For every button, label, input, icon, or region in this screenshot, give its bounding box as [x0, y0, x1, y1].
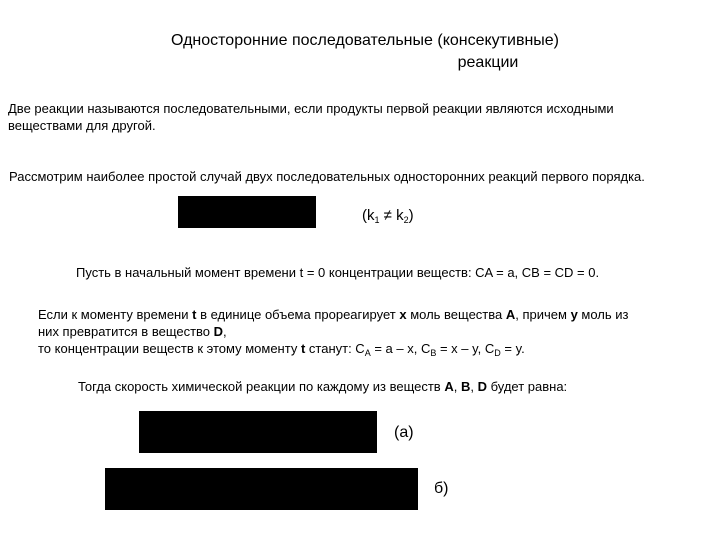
- paragraph-line3: то концентрации веществ к этому моменту t станут: $C_A = a - x$, $C_B = x - y$, $C_D = y$.: [38, 341, 525, 358]
- rate-equation-a-image: [139, 411, 377, 453]
- equation-tag-a: (а): [394, 424, 414, 441]
- equation-tag-b: б): [434, 480, 449, 497]
- consider-text: Рассмотрим наиболее простой случай двух последовательных односторонних реакций первого порядка.: [9, 169, 645, 184]
- slide-title-line1: Односторонние последовательные (консекутивные): [170, 32, 560, 49]
- initial-conditions: Пусть в начальный момент времени t = 0 концентрации веществ: CA = a, CB = CD = 0.: [76, 265, 600, 280]
- definition-line1: Две реакции называются последовательными, если продукты первой реакции являются исходными: [8, 101, 614, 116]
- reaction-scheme-image: [178, 196, 316, 228]
- rate-constant-condition: $(k_1 \ne k_2)$: [362, 207, 414, 225]
- definition-line2: веществами для другой.: [8, 118, 156, 133]
- slide-title-line2: реакции: [457, 54, 519, 71]
- paragraph-line2: них превратится в вещество D,: [38, 324, 227, 339]
- rate-equation-b-image: [105, 468, 418, 510]
- rate-intro: Тогда скорость химической реакции по каждому из веществ A, B, D будет равна:: [78, 379, 568, 394]
- paragraph-line1: Если к моменту времени t в единице объема прореагирует x моль вещества A, причем y моль из: [38, 307, 629, 322]
